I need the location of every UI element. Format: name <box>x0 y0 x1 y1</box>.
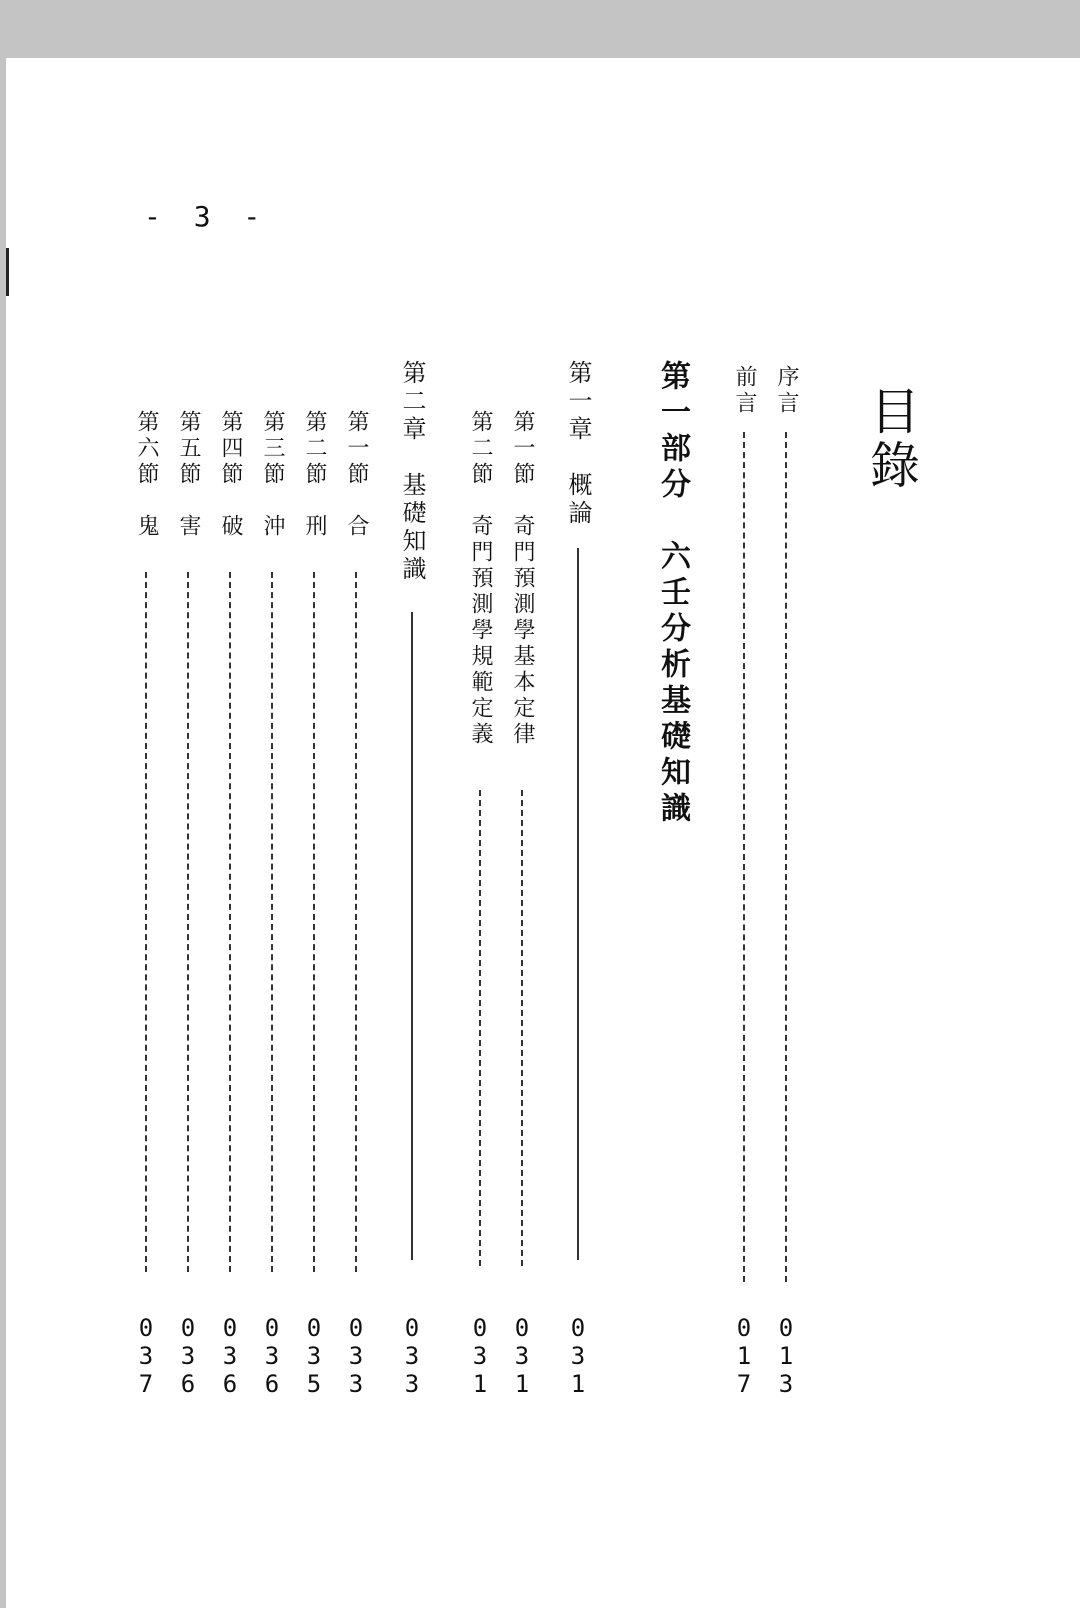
toc-leader-line <box>229 572 231 1272</box>
toc-entry-title: 第一節 合 <box>344 410 369 540</box>
toc-entry-chapter-2[interactable] <box>392 0 432 1608</box>
toc-entry-title: 第一章 概論 <box>564 360 592 528</box>
toc-page-number: 031 <box>564 1314 592 1398</box>
toc-entry-title: 第四節 破 <box>218 410 243 540</box>
toc-entry-title: 第二章 基礎知識 <box>398 360 426 584</box>
toc-leader-line <box>521 790 523 1266</box>
toc-leader-line <box>313 572 315 1272</box>
toc-entry-title: 第一節 奇門預測學基本定律 <box>510 410 535 748</box>
toc-entry-title: 第三節 沖 <box>260 410 285 540</box>
toc-page-number: 037 <box>132 1314 160 1398</box>
toc-title: 目錄 <box>862 385 920 493</box>
toc-part-title: 第一部分 六壬分析基礎知識 <box>655 360 690 828</box>
toc-page-number: 033 <box>398 1314 426 1398</box>
toc-page-number: 017 <box>730 1314 758 1398</box>
toc-page-number: 033 <box>342 1314 370 1398</box>
toc-leader-line <box>187 572 189 1272</box>
toc-entry-title: 序言 <box>774 365 799 417</box>
toc-leader-line <box>355 572 357 1272</box>
page-edge-mark <box>6 248 9 296</box>
toc-entry-title: 前言 <box>732 365 757 417</box>
toc-part-heading[interactable] <box>644 0 692 1608</box>
toc-leader-line <box>785 432 787 1282</box>
toc-entry-chapter-2-section-3[interactable] <box>252 0 292 1608</box>
toc-page-number: 031 <box>466 1314 494 1398</box>
toc-entry-chapter-2-section-1[interactable] <box>336 0 376 1608</box>
toc-entry-foreword[interactable] <box>724 0 764 1608</box>
toc-entry-chapter-2-section-5[interactable] <box>168 0 208 1608</box>
toc-entry-title: 第六節 鬼 <box>134 410 159 540</box>
toc-leader-line <box>271 572 273 1272</box>
toc-entry-preface[interactable] <box>766 0 806 1608</box>
toc-page-number: 036 <box>174 1314 202 1398</box>
toc-page-number: 035 <box>300 1314 328 1398</box>
toc-entry-chapter-2-section-6[interactable] <box>126 0 166 1608</box>
toc-leader-line <box>577 548 579 1260</box>
toc-page-number: 013 <box>772 1314 800 1398</box>
toc-page-number: 031 <box>508 1314 536 1398</box>
toc-leader-line <box>479 790 481 1266</box>
toc-page-number: 036 <box>258 1314 286 1398</box>
toc-page-number: 036 <box>216 1314 244 1398</box>
toc-leader-line <box>411 612 413 1260</box>
toc-entry-chapter-1[interactable] <box>558 0 598 1608</box>
toc-entry-title: 第二節 奇門預測學規範定義 <box>468 410 493 748</box>
toc-entry-chapter-1-section-2[interactable] <box>460 0 500 1608</box>
toc-entry-title: 第二節 刑 <box>302 410 327 540</box>
toc-leader-line <box>743 432 745 1282</box>
toc-entry-chapter-2-section-4[interactable] <box>210 0 250 1608</box>
toc-entry-chapter-2-section-2[interactable] <box>294 0 334 1608</box>
toc-entry-chapter-1-section-1[interactable] <box>502 0 542 1608</box>
page-number-label: - 3 - <box>144 200 269 233</box>
toc-entry-title: 第五節 害 <box>176 410 201 540</box>
toc-leader-line <box>145 572 147 1272</box>
